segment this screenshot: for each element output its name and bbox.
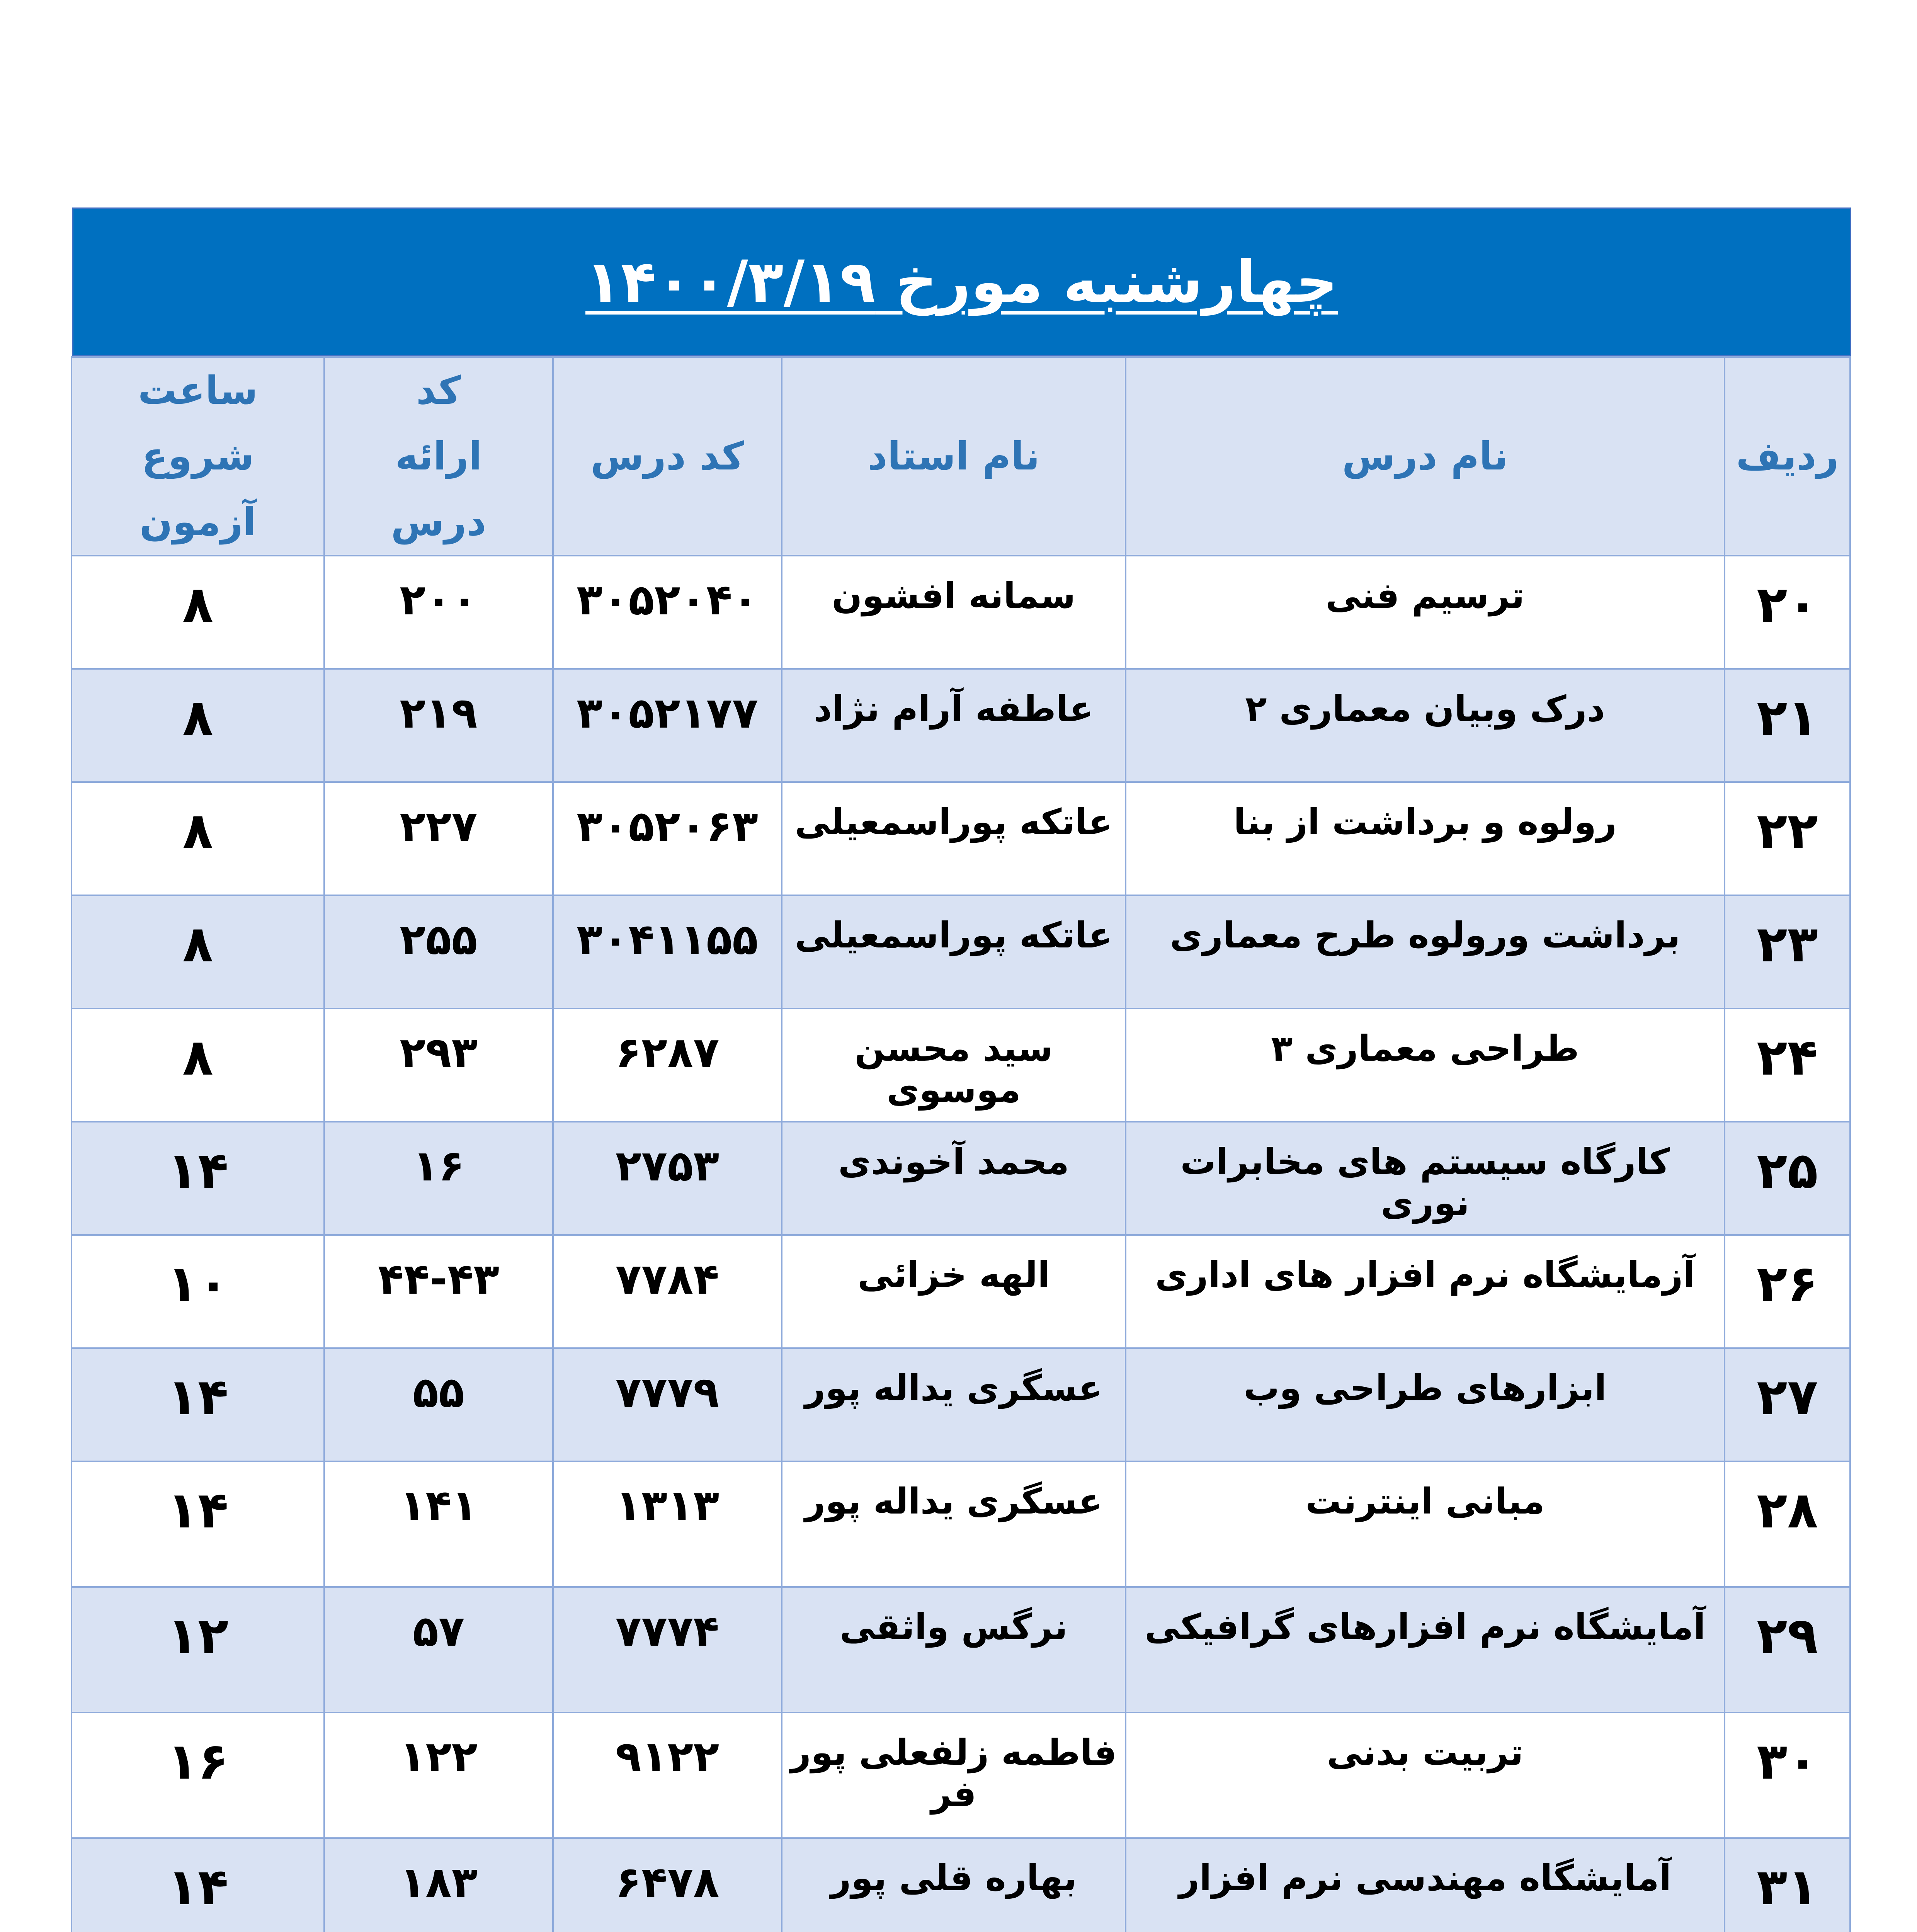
header-offer-code — [324, 357, 553, 556]
cell-exam-time: ۱۴ — [71, 1122, 324, 1235]
cell-offer-code: ۱۴۱ — [324, 1461, 553, 1587]
cell-exam-time: ۸ — [71, 782, 324, 895]
table-row — [71, 782, 1850, 895]
header-course-name: نام درس — [1126, 357, 1725, 556]
cell-row-number: ۲۷ — [1725, 1348, 1850, 1461]
cell-teacher: عاتکه پوراسمعیلی — [782, 782, 1126, 895]
cell-teacher: عسگری یداله پور — [782, 1461, 1126, 1587]
cell-course-name: آزمایشگاه نرم افزار های اداری — [1126, 1235, 1725, 1348]
cell-course-code: ۷۷۷۴ — [553, 1587, 782, 1713]
cell-offer-code: ۲۵۵ — [324, 895, 553, 1009]
cell-teacher: عاطفه آرام نژاد — [782, 669, 1126, 782]
header-row-number: ردیف — [1725, 357, 1850, 556]
cell-course-name: ابزارهای طراحی وب — [1126, 1348, 1725, 1461]
cell-course-name: ترسیم فنی — [1126, 556, 1725, 669]
cell-exam-time: ۱۴ — [71, 1838, 324, 1932]
cell-row-number: ۲۰ — [1725, 556, 1850, 669]
cell-course-code: ۳۰۴۱۱۵۵ — [553, 895, 782, 1009]
table-row — [71, 1713, 1850, 1838]
cell-teacher: سید محسن موسوی — [782, 1009, 1126, 1122]
cell-course-code: ۷۷۷۹ — [553, 1348, 782, 1461]
table-row — [71, 1009, 1850, 1122]
cell-course-name: آمایشگاه نرم افزارهای گرافیکی — [1126, 1587, 1725, 1713]
cell-course-code: ۱۳۱۳ — [553, 1461, 782, 1587]
header-teacher: نام استاد — [782, 357, 1126, 556]
cell-exam-time: ۱۲ — [71, 1587, 324, 1713]
cell-offer-code: ۱۸۳ — [324, 1838, 553, 1932]
cell-offer-code: ۲۱۹ — [324, 669, 553, 782]
cell-exam-time: ۱۰ — [71, 1235, 324, 1348]
exam-schedule-sheet — [72, 207, 1851, 1932]
cell-course-name: مبانی اینترنت — [1126, 1461, 1725, 1587]
cell-course-code: ۶۲۸۷ — [553, 1009, 782, 1122]
cell-offer-code: ۱۶ — [324, 1122, 553, 1235]
page-title: چهارشنبه مورخ ۱۴۰۰/۳/۱۹ — [585, 248, 1338, 316]
cell-exam-time: ۱۴ — [71, 1461, 324, 1587]
cell-exam-time: ۸ — [71, 669, 324, 782]
table-row — [71, 1235, 1850, 1348]
cell-course-name: آمایشگاه مهندسی نرم افزار — [1126, 1838, 1725, 1932]
cell-teacher: محمد آخوندی — [782, 1122, 1126, 1235]
header-exam-time — [71, 357, 324, 556]
header-offer-code-label: کد ارائه درس — [391, 368, 486, 544]
cell-course-name: تربیت بدنی — [1126, 1713, 1725, 1838]
exam-table — [71, 356, 1851, 1932]
cell-row-number: ۳۱ — [1725, 1838, 1850, 1932]
cell-row-number: ۲۳ — [1725, 895, 1850, 1009]
cell-row-number: ۲۹ — [1725, 1587, 1850, 1713]
cell-offer-code: ۴۴-۴۳ — [324, 1235, 553, 1348]
cell-teacher: بهاره قلی پور — [782, 1838, 1126, 1932]
cell-row-number: ۲۵ — [1725, 1122, 1850, 1235]
header-course-code: کد درس — [553, 357, 782, 556]
cell-teacher: نرگس واثقی — [782, 1587, 1126, 1713]
cell-teacher: الهه خزائی — [782, 1235, 1126, 1348]
cell-course-name: رولوه و برداشت از بنا — [1126, 782, 1725, 895]
cell-exam-time: ۱۴ — [71, 1348, 324, 1461]
cell-course-name: درک وبیان معماری ۲ — [1126, 669, 1725, 782]
cell-course-code: ۹۱۲۲ — [553, 1713, 782, 1838]
cell-teacher: عاتکه پوراسمعیلی — [782, 895, 1126, 1009]
header-exam-time-label: ساعت شروع آزمون — [138, 368, 258, 544]
cell-exam-time: ۸ — [71, 895, 324, 1009]
cell-course-code: ۳۰۵۲۰۴۰ — [553, 556, 782, 669]
cell-course-name: کارگاه سیستم های مخابرات نوری — [1126, 1122, 1725, 1235]
cell-exam-time: ۱۶ — [71, 1713, 324, 1838]
table-body — [71, 556, 1850, 1932]
cell-offer-code: ۲۲۷ — [324, 782, 553, 895]
cell-course-name: برداشت ورولوه طرح معماری — [1126, 895, 1725, 1009]
table-row — [71, 895, 1850, 1009]
cell-course-code: ۳۰۵۲۱۷۷ — [553, 669, 782, 782]
cell-row-number: ۲۱ — [1725, 669, 1850, 782]
cell-exam-time: ۸ — [71, 1009, 324, 1122]
cell-row-number: ۲۸ — [1725, 1461, 1850, 1587]
cell-row-number: ۲۶ — [1725, 1235, 1850, 1348]
cell-offer-code: ۵۷ — [324, 1587, 553, 1713]
cell-course-code: ۷۷۸۴ — [553, 1235, 782, 1348]
cell-row-number: ۲۴ — [1725, 1009, 1850, 1122]
cell-teacher: سمانه افشون — [782, 556, 1126, 669]
table-row — [71, 1838, 1850, 1932]
cell-exam-time: ۸ — [71, 556, 324, 669]
table-row — [71, 1122, 1850, 1235]
cell-offer-code: ۵۵ — [324, 1348, 553, 1461]
table-row — [71, 1587, 1850, 1713]
cell-offer-code: ۲۰۰ — [324, 556, 553, 669]
header-row — [71, 357, 1850, 556]
cell-course-code: ۲۷۵۳ — [553, 1122, 782, 1235]
table-row — [71, 1461, 1850, 1587]
cell-offer-code: ۲۹۳ — [324, 1009, 553, 1122]
table-row — [71, 669, 1850, 782]
cell-course-code: ۳۰۵۲۰۶۳ — [553, 782, 782, 895]
title-bar — [72, 207, 1851, 356]
cell-row-number: ۳۰ — [1725, 1713, 1850, 1838]
cell-teacher: عسگری یداله پور — [782, 1348, 1126, 1461]
cell-course-name: طراحی معماری ۳ — [1126, 1009, 1725, 1122]
table-row — [71, 1348, 1850, 1461]
table-row — [71, 556, 1850, 669]
cell-row-number: ۲۲ — [1725, 782, 1850, 895]
cell-offer-code: ۱۲۲ — [324, 1713, 553, 1838]
cell-course-code: ۶۴۷۸ — [553, 1838, 782, 1932]
cell-teacher: فاطمه زلفعلی پور فر — [782, 1713, 1126, 1838]
